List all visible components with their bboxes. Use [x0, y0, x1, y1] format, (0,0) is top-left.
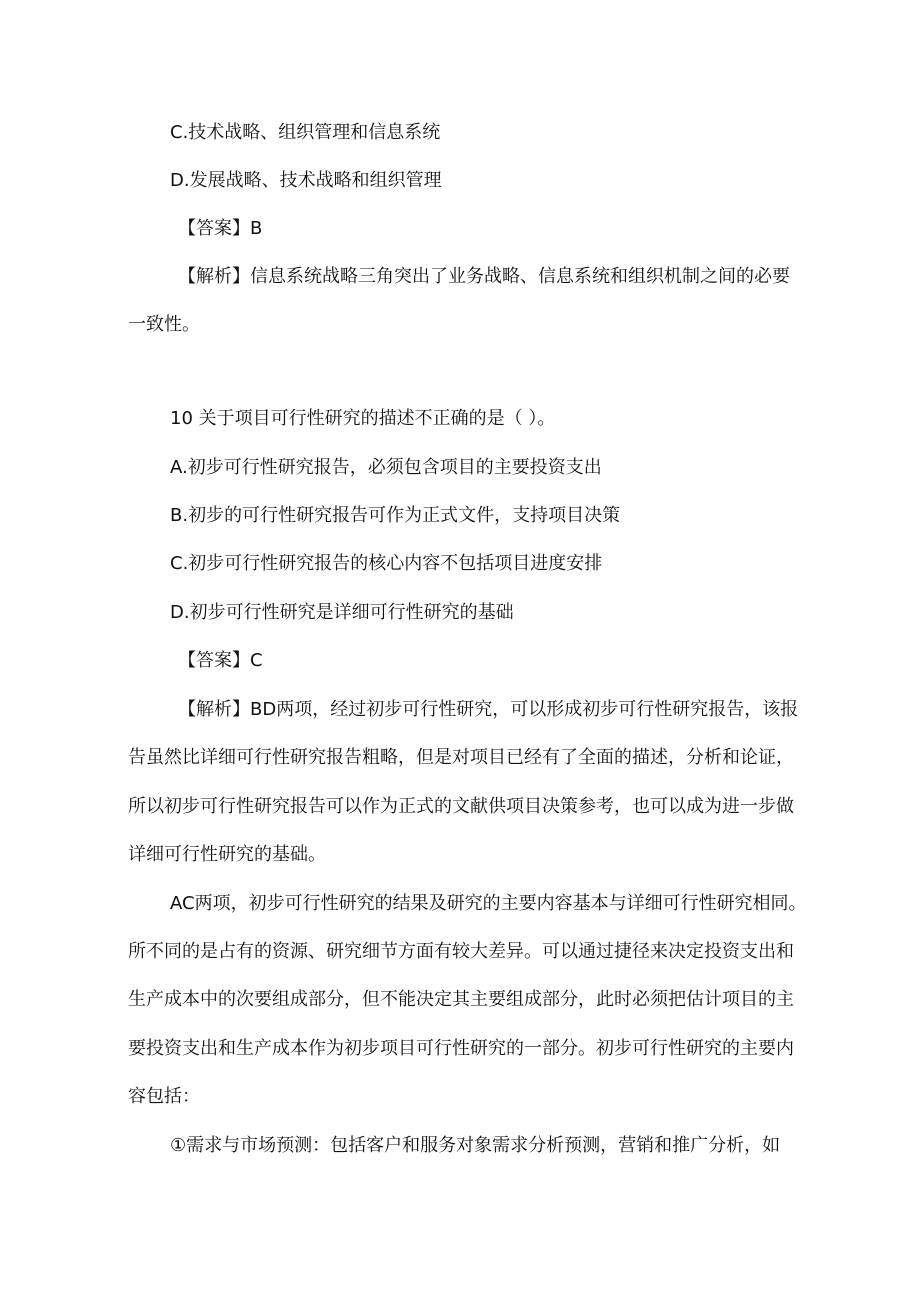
- q10-analysis-p1-line-3: 所以初步可行性研究报告可以作为正式的文献供项目决策参考，也可以成为进一步做: [128, 796, 794, 817]
- q10-analysis-p1-line-1: 【解析】BD两项，经过初步可行性研究，可以形成初步可行性研究报告，该报: [178, 699, 799, 720]
- q10-item-1-line-1: ①需求与市场预测：包括客户和服务对象需求分析预测，营销和推广分析，如: [170, 1135, 781, 1156]
- q9-option-d: D.发展战略、技术战略和组织管理: [170, 170, 442, 191]
- q10-analysis-p2-line-1: AC两项，初步可行性研究的结果及研究的主要内容基本与详细可行性研究相同。: [170, 893, 807, 914]
- q10-option-c: C.初步可行性研究报告的核心内容不包括项目进度安排: [170, 553, 603, 574]
- q9-option-c: C.技术战略、组织管理和信息系统: [170, 122, 441, 143]
- q10-option-d: D.初步可行性研究是详细可行性研究的基础: [170, 602, 514, 623]
- q10-answer: 【答案】C: [178, 650, 263, 671]
- q10-analysis-p2-line-4: 要投资支出和生产成本作为初步项目可行性研究的一部分。初步可行性研究的主要内: [128, 1038, 794, 1059]
- q9-answer: 【答案】B: [178, 218, 263, 239]
- q10-analysis-p1-line-4: 详细可行性研究的基础。: [128, 844, 326, 865]
- q10-option-b: B.初步的可行性研究报告可作为正式文件，支持项目决策: [170, 505, 621, 526]
- q10-question: 10 关于项目可行性研究的描述不正确的是（ ）。: [170, 408, 556, 429]
- q10-option-a: A.初步可行性研究报告，必须包含项目的主要投资支出: [170, 457, 602, 478]
- q10-analysis-p2-line-2: 所不同的是占有的资源、研究细节方面有较大差异。可以通过捷径来决定投资支出和: [128, 941, 794, 962]
- q9-analysis-line-1: 【解析】信息系统战略三角突出了业务战略、信息系统和组织机制之间的必要: [178, 266, 790, 287]
- q10-analysis-p2-line-5: 容包括：: [128, 1086, 200, 1107]
- q10-analysis-p2-line-3: 生产成本中的次要组成部分，但不能决定其主要组成部分，此时必须把估计项目的主: [128, 989, 794, 1010]
- q10-analysis-p1-line-2: 告虽然比详细可行性研究报告粗略，但是对项目已经有了全面的描述，分析和论证，: [128, 747, 794, 768]
- q9-analysis-line-2: 一致性。: [128, 314, 200, 335]
